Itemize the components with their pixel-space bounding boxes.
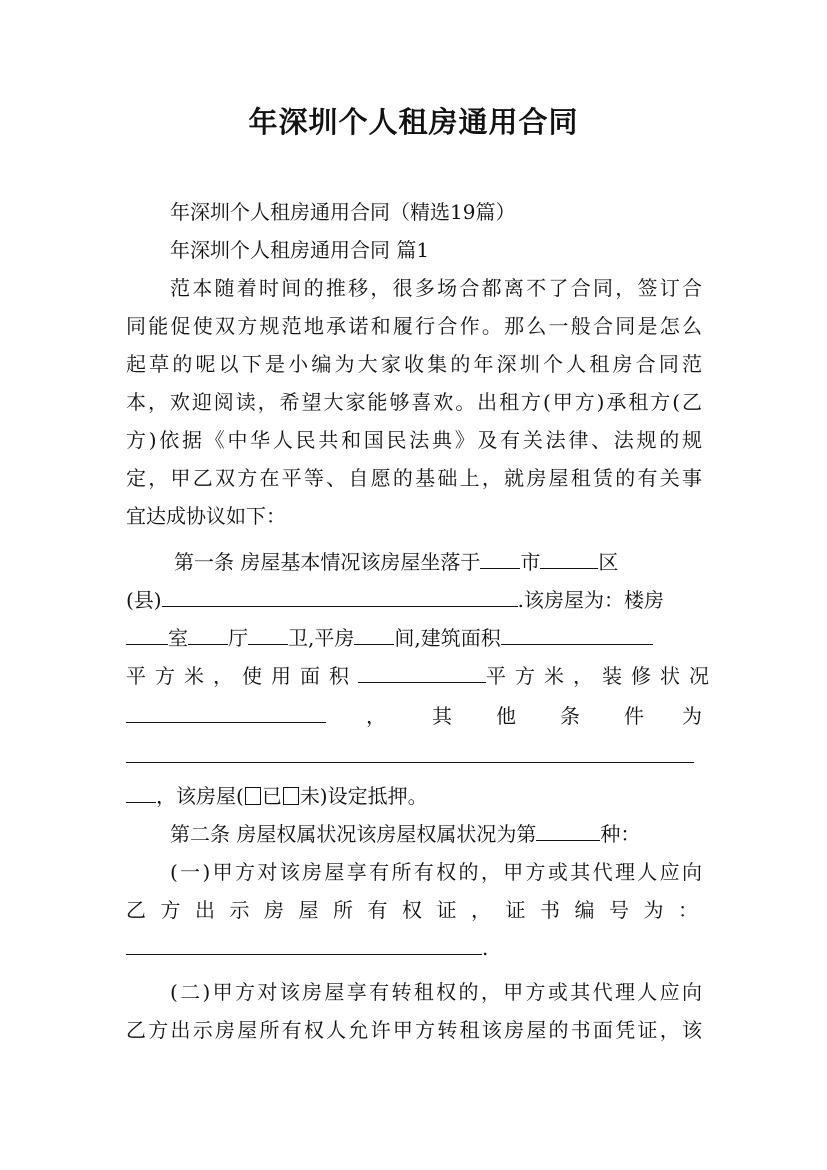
intro-line-1: 范本随着时间的推移，很多场合都离不了合同，签订合: [170, 276, 702, 300]
certificate-number-blank: [126, 934, 482, 955]
city-blank: [480, 548, 520, 569]
checkbox-mortgaged[interactable]: [245, 787, 261, 805]
hall-label: 厅: [228, 626, 248, 650]
intro-line-6: 定，甲乙双方在平等、自愿的基础上，就房屋租赁的有关事: [126, 466, 702, 490]
decoration-blank: [126, 702, 326, 723]
not-mortgaged-label: 未)设定抵押。: [299, 784, 428, 808]
article2-line-1: [170, 820, 640, 848]
article2-p1-line-1: (一)甲方对该房屋享有所有权的，甲方或其代理人应向: [170, 860, 702, 884]
other-char-2: 他: [496, 704, 516, 728]
period: .: [482, 936, 489, 960]
document-title: 年深圳个人租房通用合同: [248, 105, 579, 139]
intro-line-4: 本，欢迎阅读，希望大家能够喜欢。出租方(甲方)承租方(乙: [126, 390, 702, 414]
article2-heading: 第二条 房屋权属状况该房屋权属状况为第: [170, 822, 537, 846]
article2-p1-line-3: [126, 934, 488, 962]
intro-line-3: 起草的呢以下是小编为大家收集的年深圳个人租房合同范: [126, 352, 702, 376]
district-blank: [540, 548, 598, 569]
article1-heading: 第一条 房屋基本情况该房屋坐落于: [174, 550, 481, 574]
mortgage-label: ，该房屋(: [156, 784, 244, 808]
rooms-blank: [126, 624, 168, 645]
house-type-label: .该房屋为：楼房: [517, 588, 664, 612]
article2-p2-line-2: 乙方出示房屋所有权人允许甲方转租该房屋的书面凭证，该: [126, 1018, 702, 1042]
floor-area-blank: [501, 624, 653, 645]
other-conditions-blank: [126, 762, 694, 763]
intro-line-5: 方)依据《中华人民共和国民法典》及有关法律、法规的规: [126, 428, 702, 452]
city-label: 市: [520, 550, 541, 574]
article2-p1-line-2: 乙方出示房屋所有权证，证书编号为：: [126, 898, 702, 922]
type-label: 种：: [600, 822, 641, 846]
checkbox-not-mortgaged[interactable]: [283, 787, 299, 805]
mortgaged-label: 已: [261, 784, 282, 808]
other-char-5: 为: [682, 704, 702, 728]
other-char-1: 其: [432, 704, 452, 728]
article1-line-1: [174, 548, 618, 576]
section-heading: 年深圳个人租房通用合同 篇1: [170, 238, 430, 262]
article1-line-3: [126, 624, 653, 652]
baths-blank: [248, 624, 288, 645]
article1-line-5: [126, 702, 702, 730]
floor-area-label: 间,建筑面积: [394, 626, 501, 650]
district-label: 区: [598, 550, 619, 574]
room-label: 室: [168, 626, 188, 650]
other-conditions-blank-end: [126, 782, 156, 803]
halls-blank: [188, 624, 228, 645]
bungalow-label: 卫,平房: [288, 626, 355, 650]
article1-line-7: [126, 782, 428, 810]
article2-p2-line-1: (二)甲方对该房屋享有转租权的，甲方或其代理人应向: [170, 980, 702, 1004]
other-char-4: 件: [624, 704, 644, 728]
article1-line-4: [126, 662, 718, 690]
article1-line-2: [126, 586, 664, 614]
bungalow-rooms-blank: [354, 624, 394, 645]
usable-area-blank: [358, 662, 486, 683]
comma: ，: [366, 704, 386, 728]
other-char-3: 条: [560, 704, 580, 728]
decoration-label: 平方米，装修状况: [486, 664, 718, 688]
intro-line-7: 宜达成协议如下：: [126, 504, 286, 528]
subtitle: 年深圳个人租房通用合同（精选19篇）: [170, 200, 516, 224]
usable-area-label: 平方米，使用面积: [126, 664, 358, 688]
county-label: (县): [126, 588, 162, 612]
intro-line-2: 同能促使双方规范地承诺和履行合作。那么一般合同是怎么: [126, 314, 702, 338]
ownership-type-blank: [536, 820, 600, 841]
address-blank: [162, 586, 518, 607]
